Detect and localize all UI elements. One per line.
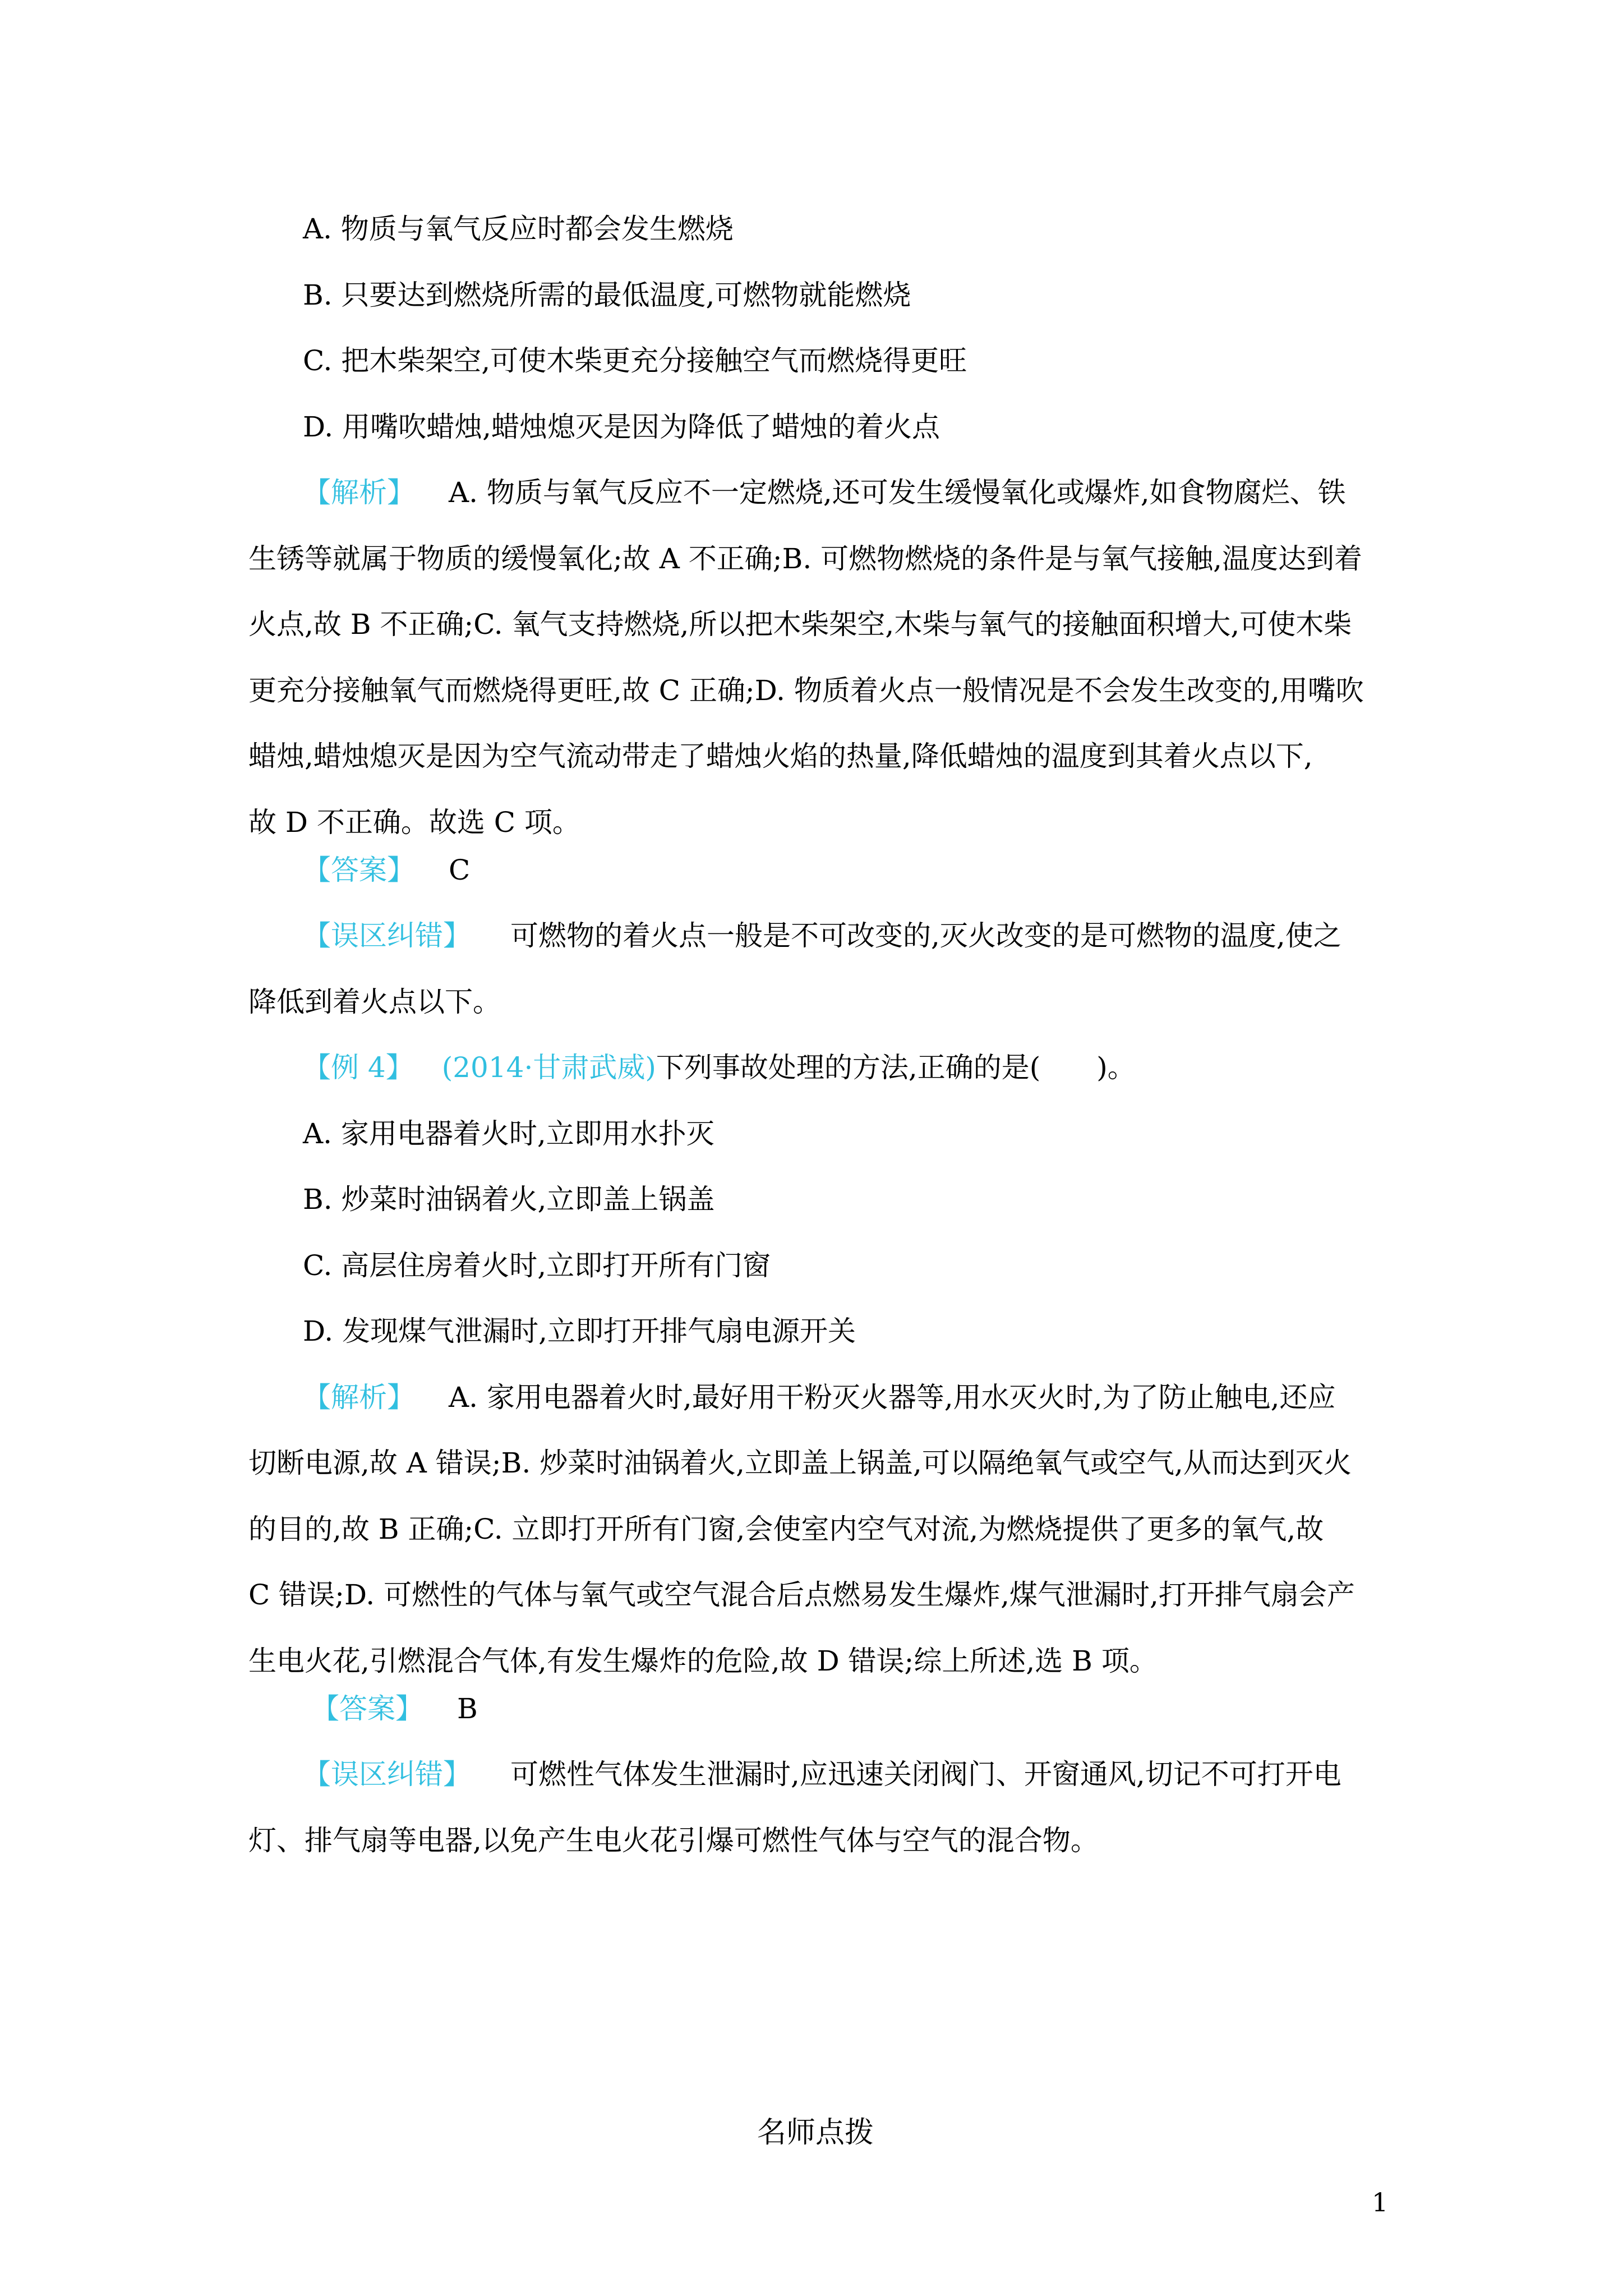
page-number: 1: [1372, 2187, 1389, 2217]
q3-error-line-1: 【误区纠错】 可燃物的着火点一般是不可改变的,灭火改变的是可燃物的温度,使之: [303, 919, 1341, 952]
q4-option-a: A. 家用电器着火时,立即用水扑灭: [303, 1117, 714, 1150]
q3-option-d: D. 用嘴吹蜡烛,蜡烛熄灭是因为降低了蜡烛的着火点: [303, 411, 940, 443]
q4-option-b: B. 炒菜时油锅着火,立即盖上锅盖: [303, 1183, 715, 1216]
q4-error-line-2: 灯、排气扇等电器,以免产生电火花引爆可燃性气体与空气的混合物。: [248, 1824, 1099, 1857]
q3-answer: [303, 856, 470, 884]
q3-analysis-line-6: 故 D 不正确。故选 C 项。: [248, 806, 580, 839]
q4-analysis-line-2: 切断电源,故 A 错误;B. 炒菜时油锅着火,立即盖上锅盖,可以隔绝氧气或空气,从而达到灭火: [248, 1447, 1352, 1479]
q4-analysis-line-1: 【解析】 A. 家用电器着火时,最好用干粉灭火器等,用水灭火时,为了防止触电,还应: [303, 1381, 1336, 1414]
q4-tag: 【例 4】: [303, 1051, 414, 1084]
q4-analysis-tag: 【解析】: [303, 1381, 415, 1414]
q4-analysis-line-3: 的目的,故 B 正确;C. 立即打开所有门窗,会使室内空气对流,为燃烧提供了更多的氧气,故: [248, 1513, 1324, 1545]
q3-answer-value: C: [449, 854, 471, 886]
q4-answer-tag: 【答案】: [311, 1692, 423, 1725]
q4-error-tag: 【误区纠错】: [303, 1758, 471, 1791]
q3-error-tag: 【误区纠错】: [303, 919, 471, 952]
q3-analysis-line-2: 生锈等就属于物质的缓慢氧化;故 A 不正确;B. 可燃物燃烧的条件是与氧气接触,温度达到着: [248, 542, 1363, 575]
q3-analysis-line-5: 蜡烛,蜡烛熄灭是因为空气流动带走了蜡烛火焰的热量,降低蜡烛的温度到其着火点以下,: [248, 740, 1313, 772]
q4-analysis-line-4: C 错误;D. 可燃性的气体与氧气或空气混合后点燃易发生爆炸,煤气泄漏时,打开排气扇会产: [248, 1579, 1355, 1611]
q3-option-c: C. 把木柴架空,可使木柴更充分接触空气而燃烧得更旺: [303, 344, 967, 377]
q3-option-a: A. 物质与氧气反应时都会发生燃烧: [303, 213, 734, 245]
q4-stem-text: 下列事故处理的方法,正确的是( )。: [656, 1051, 1136, 1084]
q3-analysis-line-3: 火点,故 B 不正确;C. 氧气支持燃烧,所以把木柴架空,木柴与氧气的接触面积增大,可使木柴: [248, 608, 1352, 641]
q4-answer: [311, 1692, 478, 1725]
q4-error-line-1: 【误区纠错】 可燃性气体发生泄漏时,应迅速关闭阀门、开窗通风,切记不可打开电: [303, 1758, 1341, 1791]
q4-answer-value: B: [457, 1692, 478, 1725]
q4-stem: [303, 1053, 1136, 1082]
q3-error-line-2: 降低到着火点以下。: [248, 986, 501, 1018]
q3-option-b: B. 只要达到燃烧所需的最低温度,可燃物就能燃烧: [303, 279, 911, 311]
q4-analysis-line-5: 生电火花,引燃混合气体,有发生爆炸的危险,故 D 错误;综上所述,选 B 项。: [248, 1645, 1158, 1677]
q3-analysis-line-1: 【解析】 A. 物质与氧气反应不一定燃烧,还可发生缓慢氧化或爆炸,如食物腐烂、铁: [303, 476, 1346, 509]
q3-analysis-line-4: 更充分接触氧气而燃烧得更旺,故 C 正确;D. 物质着火点一般情况是不会发生改变的,用嘴吹: [248, 674, 1364, 707]
q4-option-d: D. 发现煤气泄漏时,立即打开排气扇电源开关: [303, 1315, 856, 1347]
footer-title: 名师点拨: [757, 2116, 874, 2150]
q4-source: (2014·甘肃武威): [441, 1051, 656, 1084]
q3-answer-tag: 【答案】: [303, 854, 415, 886]
q4-option-c: C. 高层住房着火时,立即打开所有门窗: [303, 1249, 771, 1282]
q3-analysis-tag: 【解析】: [303, 476, 415, 509]
